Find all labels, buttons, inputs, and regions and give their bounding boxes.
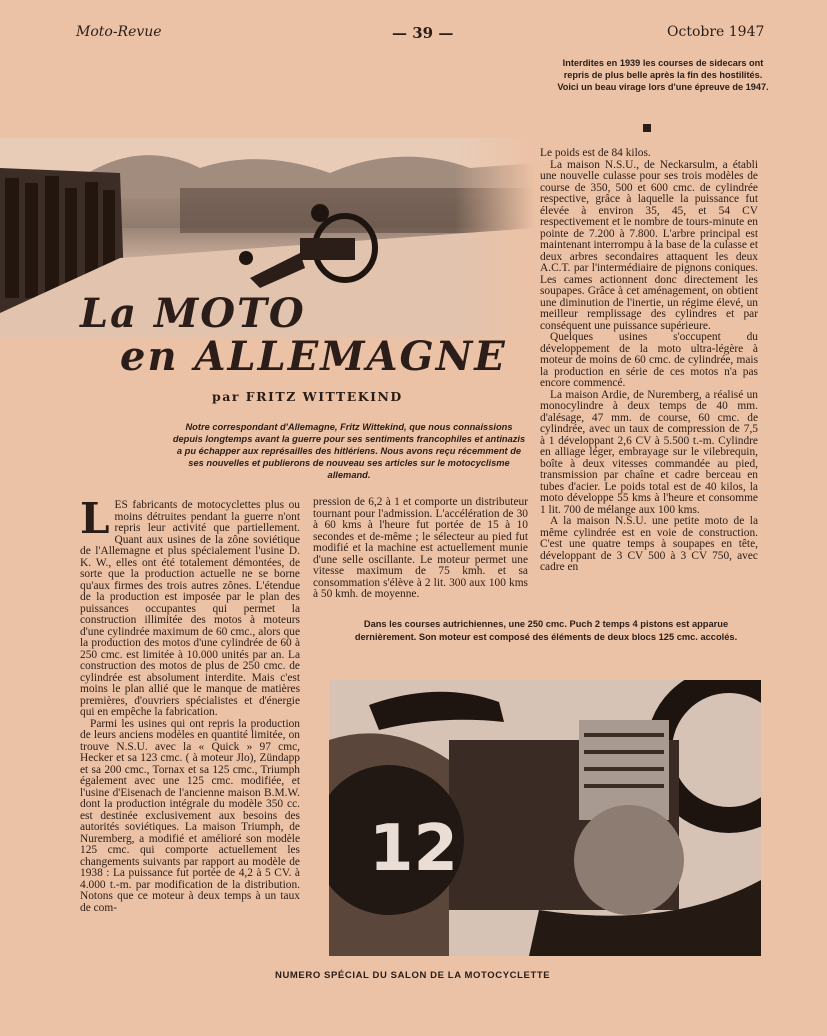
left-paragraph-1: ES fabricants de motocyclettes plus ou moins détruites pendant la guerre n'ont repris leur activité que partiellement. Quant aux usines de la zône soviétique de l'Allemagne et plus spécialement l'usine D. K. W., elles ont été totalement démontées, de sorte que la production actuelle ne se borne qu'aux firmes des trois autres zônes. L'étendue de la production est imposée par le plan des puissances occupantes qui permet la construction illimitée des motos à moteurs d'une cylindrée maximum de 60 cmc., alors que la production des motos d'une cylindrée de 60 à 250 cmc. est limitée à 10.000 unités par an. La construction des motos de plus de 250 cmc. de cylindrée est absolument interdite. Mais c'est moins le plan allié que le manque de matières premières, d'ouvriers spécialistes et d'énergie qui en empêche la fabrication. (80, 499, 300, 718)
puch-motorcycle-photo (329, 680, 761, 956)
right-paragraph-4: La maison Ardie, de Nuremberg, a réalisé un monocylindre à deux temps de 40 mm. d'alésage, 47 mm. de course, 60 cmc. de cylindrée, avec un taux de compression de 7,5 à 1 développant 2,6 CV à 5.500 t.-m. Cylindre en alliage léger, embrayage sur le vilebrequin, boîte à deux vitesses commandée au pied, transmission par chaîne et cadre berceau en tubes d'acier. Le poids total est de 40 kilos, la moto développe 55 kms à l'heure et consomme 1 lit. 700 de mélange aux 100 kms. (540, 388, 758, 516)
top-photo-caption: Interdites en 1939 les courses de sidecars ont repris de plus belle après la fin des hostilités. Voici un beau virage lors d'une épreuve de 1947. (557, 58, 769, 93)
article-title-line2: en ALLEMAGNE (120, 333, 507, 380)
middle-photo-caption: Dans les courses autrichiennes, une 250 cmc. Puch 2 temps 4 pistons est apparue dernièrement. Son moteur est composé des éléments de deux blocs 125 cmc. accolés. (354, 619, 738, 642)
issue-date: Octobre 1947 (667, 24, 765, 40)
right-paragraph-1: Le poids est de 84 kilos. (540, 147, 651, 159)
left-paragraph-2: Parmi les usines qui ont repris la production de leurs anciens modèles en quantité limitée, on trouve N.S.U. avec la « Quick » 97 cmc, Hecker et sa 123 cmc. ( à moteur Jlo), Zündapp et sa 200 cmc., Tornax et sa 125 cmc., Triumph également avec une 125 cmc. modifiée, et l'usine d'Eisenach de l'ancienne maison B.M.W. dont la production intégrale du modèle 350 cc. est destinée exclusivement aux besoins des autorités soviétiques. La maison Triumph, de Nuremberg, a modifié et amélioré son modèle 125 cmc. qui comporte actuellement les changements suivants par rapport au modèle de 1938 : La puissance fut portée de 4,2 à 5 CV. à 4.000 t.-m. par modification de la distribution. Notons que ce moteur à deux temps à un taux de com- (80, 717, 300, 914)
race-number-plate: 12 (369, 812, 459, 886)
middle-column (313, 497, 528, 601)
left-column (80, 494, 300, 914)
drop-cap: L (80, 494, 110, 543)
right-paragraph-2: La maison N.S.U., de Neckarsulm, a établi une nouvelle culasse pour ses trois modèles de course de 350, 500 et 600 cmc. de cylindrée respective, grâce à laquelle la puissance fut élevée à environ 35, 45, et 54 CV respectivement et le nombre de tours-minute en pointe de 7.200 à 7.800. L'arbre principal est maintenant interrompu à la base de la culasse et deux arbres secondaires attaquent les deux A.C.T. par l'intermédiaire de pignons coniques. Les cames actionnent donc directement les soupapes. Grâce à cet aménagement, on obtient une diminution de l'inertie, un régime élevé, un meilleur remplissage des cylindres et par conséquent une puissance supérieure. (540, 158, 758, 332)
magazine-name: Moto-Revue (76, 24, 162, 40)
byline: par FRITZ WITTEKIND (212, 389, 403, 404)
section-square-icon (643, 124, 651, 132)
middle-paragraph: pression de 6,2 à 1 et comporte un distributeur tournant pour l'admission. L'accélération de 30 à 60 kms à l'heure fut portée de 15 à 10 secondes et de-même ; le sélecteur au pied fut modifié et la machine est actuellement munie d'une selle oscillante. Le moteur permet une vitesse maximum de 75 kmh. et sa consommation s'élève à 2 lit. 300 aux 100 kms à 50 kmh. de moyenne. (313, 496, 528, 600)
right-paragraph-5: A la maison N.S.U. une petite moto de la même cylindrée est en voie de construction. C'est une quatre temps à soupapes en tête, développant de 3 CV 500 à 3 CV 750, avec cadre en (540, 515, 758, 573)
footer: NUMERO SPÉCIAL DU SALON DE LA MOTOCYCLETTE (275, 970, 551, 981)
right-column (540, 148, 758, 574)
page-number: — 39 — (392, 24, 454, 42)
article-title-line1: La MOTO (80, 290, 306, 337)
right-paragraph-3: Quelques usines s'occupent du développement de la moto ultra-légère à moteur de moins de 60 cmc. de cylindrée, mais la production en série de ces motos n'a pas encore commencé. (540, 331, 758, 389)
intro-paragraph: Notre correspondant d'Allemagne, Fritz Wittekind, que nous connaissions depuis longtemps avant la guerre pour ses sentiments francophiles et antinazis a pu échapper aux représailles des hitlériens. Nous avons reçu récemment de ses nouvelles et publierons de nouveau ses articles sur le motocyclisme allemand. (172, 422, 526, 480)
